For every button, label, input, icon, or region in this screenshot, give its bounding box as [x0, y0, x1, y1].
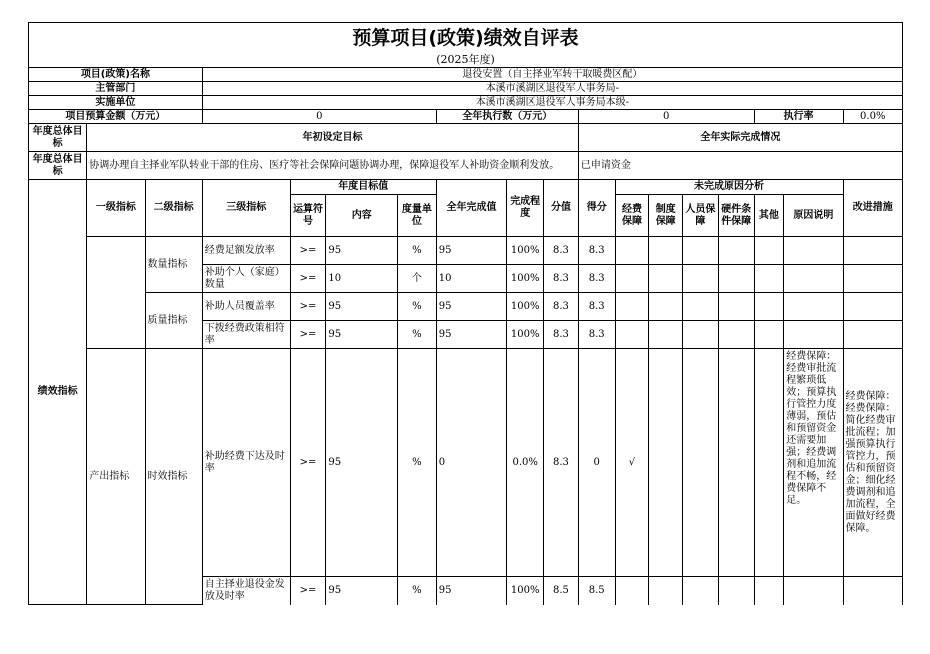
degree-cell: 100%	[507, 321, 544, 349]
goal-initial-header: 年初设定目标	[87, 124, 579, 152]
unit-cell: %	[397, 237, 436, 265]
unit-cell: %	[397, 577, 436, 605]
reason-cell	[784, 321, 843, 349]
header-fix: 改进措施	[843, 180, 903, 237]
done-cell: 95	[436, 237, 507, 265]
r2-cell	[649, 349, 683, 577]
op-cell: >=	[290, 349, 326, 577]
degree-cell: 100%	[507, 265, 544, 293]
r3-cell	[683, 577, 719, 605]
r1-cell	[615, 265, 649, 293]
table-row	[29, 349, 903, 577]
score-cell: 8.3	[544, 237, 579, 265]
r1-cell: √	[615, 349, 649, 577]
done-cell: 95	[436, 293, 507, 321]
header-r6: 原因说明	[784, 195, 843, 237]
r3-cell	[683, 265, 719, 293]
op-cell: >=	[290, 265, 326, 293]
r5-cell	[754, 321, 784, 349]
unit-cell: %	[397, 321, 436, 349]
header-content: 内容	[326, 195, 398, 237]
header-lvl1: 一级指标	[87, 180, 145, 237]
budget-value: 0	[202, 110, 436, 124]
r4-cell	[718, 265, 754, 293]
project-name-label: 项目(政策)名称	[29, 68, 203, 82]
r2-cell	[649, 265, 683, 293]
fix-cell	[843, 237, 903, 265]
r4-cell	[718, 577, 754, 605]
rate-value: 0.0%	[843, 110, 903, 124]
exec-label: 全年执行数（万元）	[436, 110, 578, 124]
r5-cell	[754, 237, 784, 265]
score-cell: 8.5	[544, 577, 579, 605]
content-cell: 95	[326, 349, 398, 577]
goal-text: 协调办理自主择业军队转业干部的住房、医疗等社会保障问题协调办理，保障退役军人补助资金顺利发放。	[87, 152, 579, 180]
done-cell: 0	[436, 349, 507, 577]
op-cell: >=	[290, 321, 326, 349]
r1-cell	[615, 321, 649, 349]
header-got: 得分	[578, 180, 615, 237]
r1-cell	[615, 293, 649, 321]
got-cell: 8.3	[578, 237, 615, 265]
op-cell: >=	[290, 237, 326, 265]
header-unit: 度量单位	[397, 195, 436, 237]
got-cell: 8.3	[578, 321, 615, 349]
r4-cell	[718, 237, 754, 265]
content-cell: 95	[326, 237, 398, 265]
project-name-value: 退役安置（自主择业军转干取暖费区配）	[202, 68, 902, 82]
indicator-name: 自主择业退役金发放及时率	[202, 577, 290, 605]
page-title: 预算项目(政策)绩效自评表	[28, 22, 903, 53]
degree-cell: 0.0%	[507, 349, 544, 577]
reason-cell	[784, 577, 843, 605]
indicator-name: 补助人员覆盖率	[202, 293, 290, 321]
header-r5: 其他	[754, 195, 784, 237]
reason-cell: 经费保障：经费审批流程繁琐低效；预算执行管控力度薄弱，预估和预留资金还需要加强；经费调剂和追加流程不畅，经费保障不足。	[784, 349, 843, 577]
indicator-name: 下拨经费政策相符率	[202, 321, 290, 349]
fix-cell	[843, 577, 903, 605]
indicator-name: 补助个人（家庭）数量	[202, 265, 290, 293]
dept-value: 本溪市溪湖区退役军人事务局-	[202, 82, 902, 96]
r4-cell	[718, 293, 754, 321]
degree-cell: 100%	[507, 293, 544, 321]
header-r2: 制度保障	[649, 195, 683, 237]
r3-cell	[683, 293, 719, 321]
op-cell: >=	[290, 577, 326, 605]
indicator-name: 经费足额发放率	[202, 237, 290, 265]
done-cell: 10	[436, 265, 507, 293]
header-r1: 经费保障	[615, 195, 649, 237]
unit-cell: %	[397, 349, 436, 577]
rate-label: 执行率	[754, 110, 843, 124]
report-year: (2025年度)	[28, 53, 903, 67]
content-cell: 95	[326, 577, 398, 605]
r5-cell	[754, 349, 784, 577]
r4-cell	[718, 321, 754, 349]
r2-cell	[649, 237, 683, 265]
score-cell: 8.3	[544, 349, 579, 577]
table-row	[29, 237, 903, 265]
r1-cell	[615, 577, 649, 605]
content-cell: 95	[326, 293, 398, 321]
header-reason-group: 未完成原因分析	[615, 180, 843, 195]
r5-cell	[754, 293, 784, 321]
header-r4: 硬件条件保障	[718, 195, 754, 237]
r3-cell	[683, 321, 719, 349]
evaluation-sheet	[28, 22, 903, 605]
header-lvl3: 三级指标	[202, 180, 290, 237]
done-cell: 95	[436, 577, 507, 605]
header-op: 运算符号	[290, 195, 326, 237]
qual-indicator-label: 质量指标	[145, 293, 202, 349]
got-cell: 8.5	[578, 577, 615, 605]
r3-cell	[683, 349, 719, 577]
exec-value: 0	[578, 110, 754, 124]
time-indicator-label: 时效指标	[145, 349, 202, 605]
header-done: 全年完成值	[436, 180, 507, 237]
reason-cell	[784, 237, 843, 265]
header-score: 分值	[544, 180, 579, 237]
unit-cell: %	[397, 293, 436, 321]
performance-indicators-label: 绩效指标	[29, 180, 87, 605]
table-row	[29, 293, 903, 321]
r2-cell	[649, 577, 683, 605]
output-indicator-label: 产出指标	[87, 349, 145, 605]
header-degree: 完成程度	[507, 180, 544, 237]
r2-cell	[649, 321, 683, 349]
header-r3: 人员保障	[683, 195, 719, 237]
r5-cell	[754, 265, 784, 293]
content-cell: 10	[326, 265, 398, 293]
score-cell: 8.3	[544, 321, 579, 349]
unit-label: 实施单位	[29, 96, 203, 110]
lvl1-empty-cell	[87, 237, 145, 349]
goal-actual-text: 已申请资金	[578, 152, 902, 180]
done-cell: 95	[436, 321, 507, 349]
op-cell: >=	[290, 293, 326, 321]
r5-cell	[754, 577, 784, 605]
r2-cell	[649, 293, 683, 321]
degree-cell: 100%	[507, 577, 544, 605]
score-cell: 8.3	[544, 265, 579, 293]
info-table	[28, 67, 903, 605]
fix-cell	[843, 265, 903, 293]
r1-cell	[615, 237, 649, 265]
fix-cell	[843, 293, 903, 321]
header-lvl2: 二级指标	[145, 180, 202, 237]
reason-cell	[784, 293, 843, 321]
unit-cell: 个	[397, 265, 436, 293]
header-target-group: 年度目标值	[290, 180, 436, 195]
got-cell: 8.3	[578, 293, 615, 321]
r3-cell	[683, 237, 719, 265]
got-cell: 8.3	[578, 265, 615, 293]
score-cell: 8.3	[544, 293, 579, 321]
goal-section-label: 年度总体目标	[29, 124, 87, 152]
unit-value: 本溪市溪湖区退役军人事务局本级-	[202, 96, 902, 110]
got-cell: 0	[578, 349, 615, 577]
goal-actual-header: 全年实际完成情况	[578, 124, 902, 152]
fix-cell: 经费保障：经费保障：简化经费审批流程；加强预算执行管控力，预估和预留资金；细化经费调剂和追加流程，全面做好经费保障。	[843, 349, 903, 577]
dept-label: 主管部门	[29, 82, 203, 96]
indicator-name: 补助经费下达及时率	[202, 349, 290, 577]
degree-cell: 100%	[507, 237, 544, 265]
qty-indicator-label: 数量指标	[145, 237, 202, 293]
budget-label: 项目预算金额（万元）	[29, 110, 203, 124]
goal-row-label: 年度总体目标	[29, 152, 87, 180]
content-cell: 95	[326, 321, 398, 349]
reason-cell	[784, 265, 843, 293]
fix-cell	[843, 321, 903, 349]
r4-cell	[718, 349, 754, 577]
